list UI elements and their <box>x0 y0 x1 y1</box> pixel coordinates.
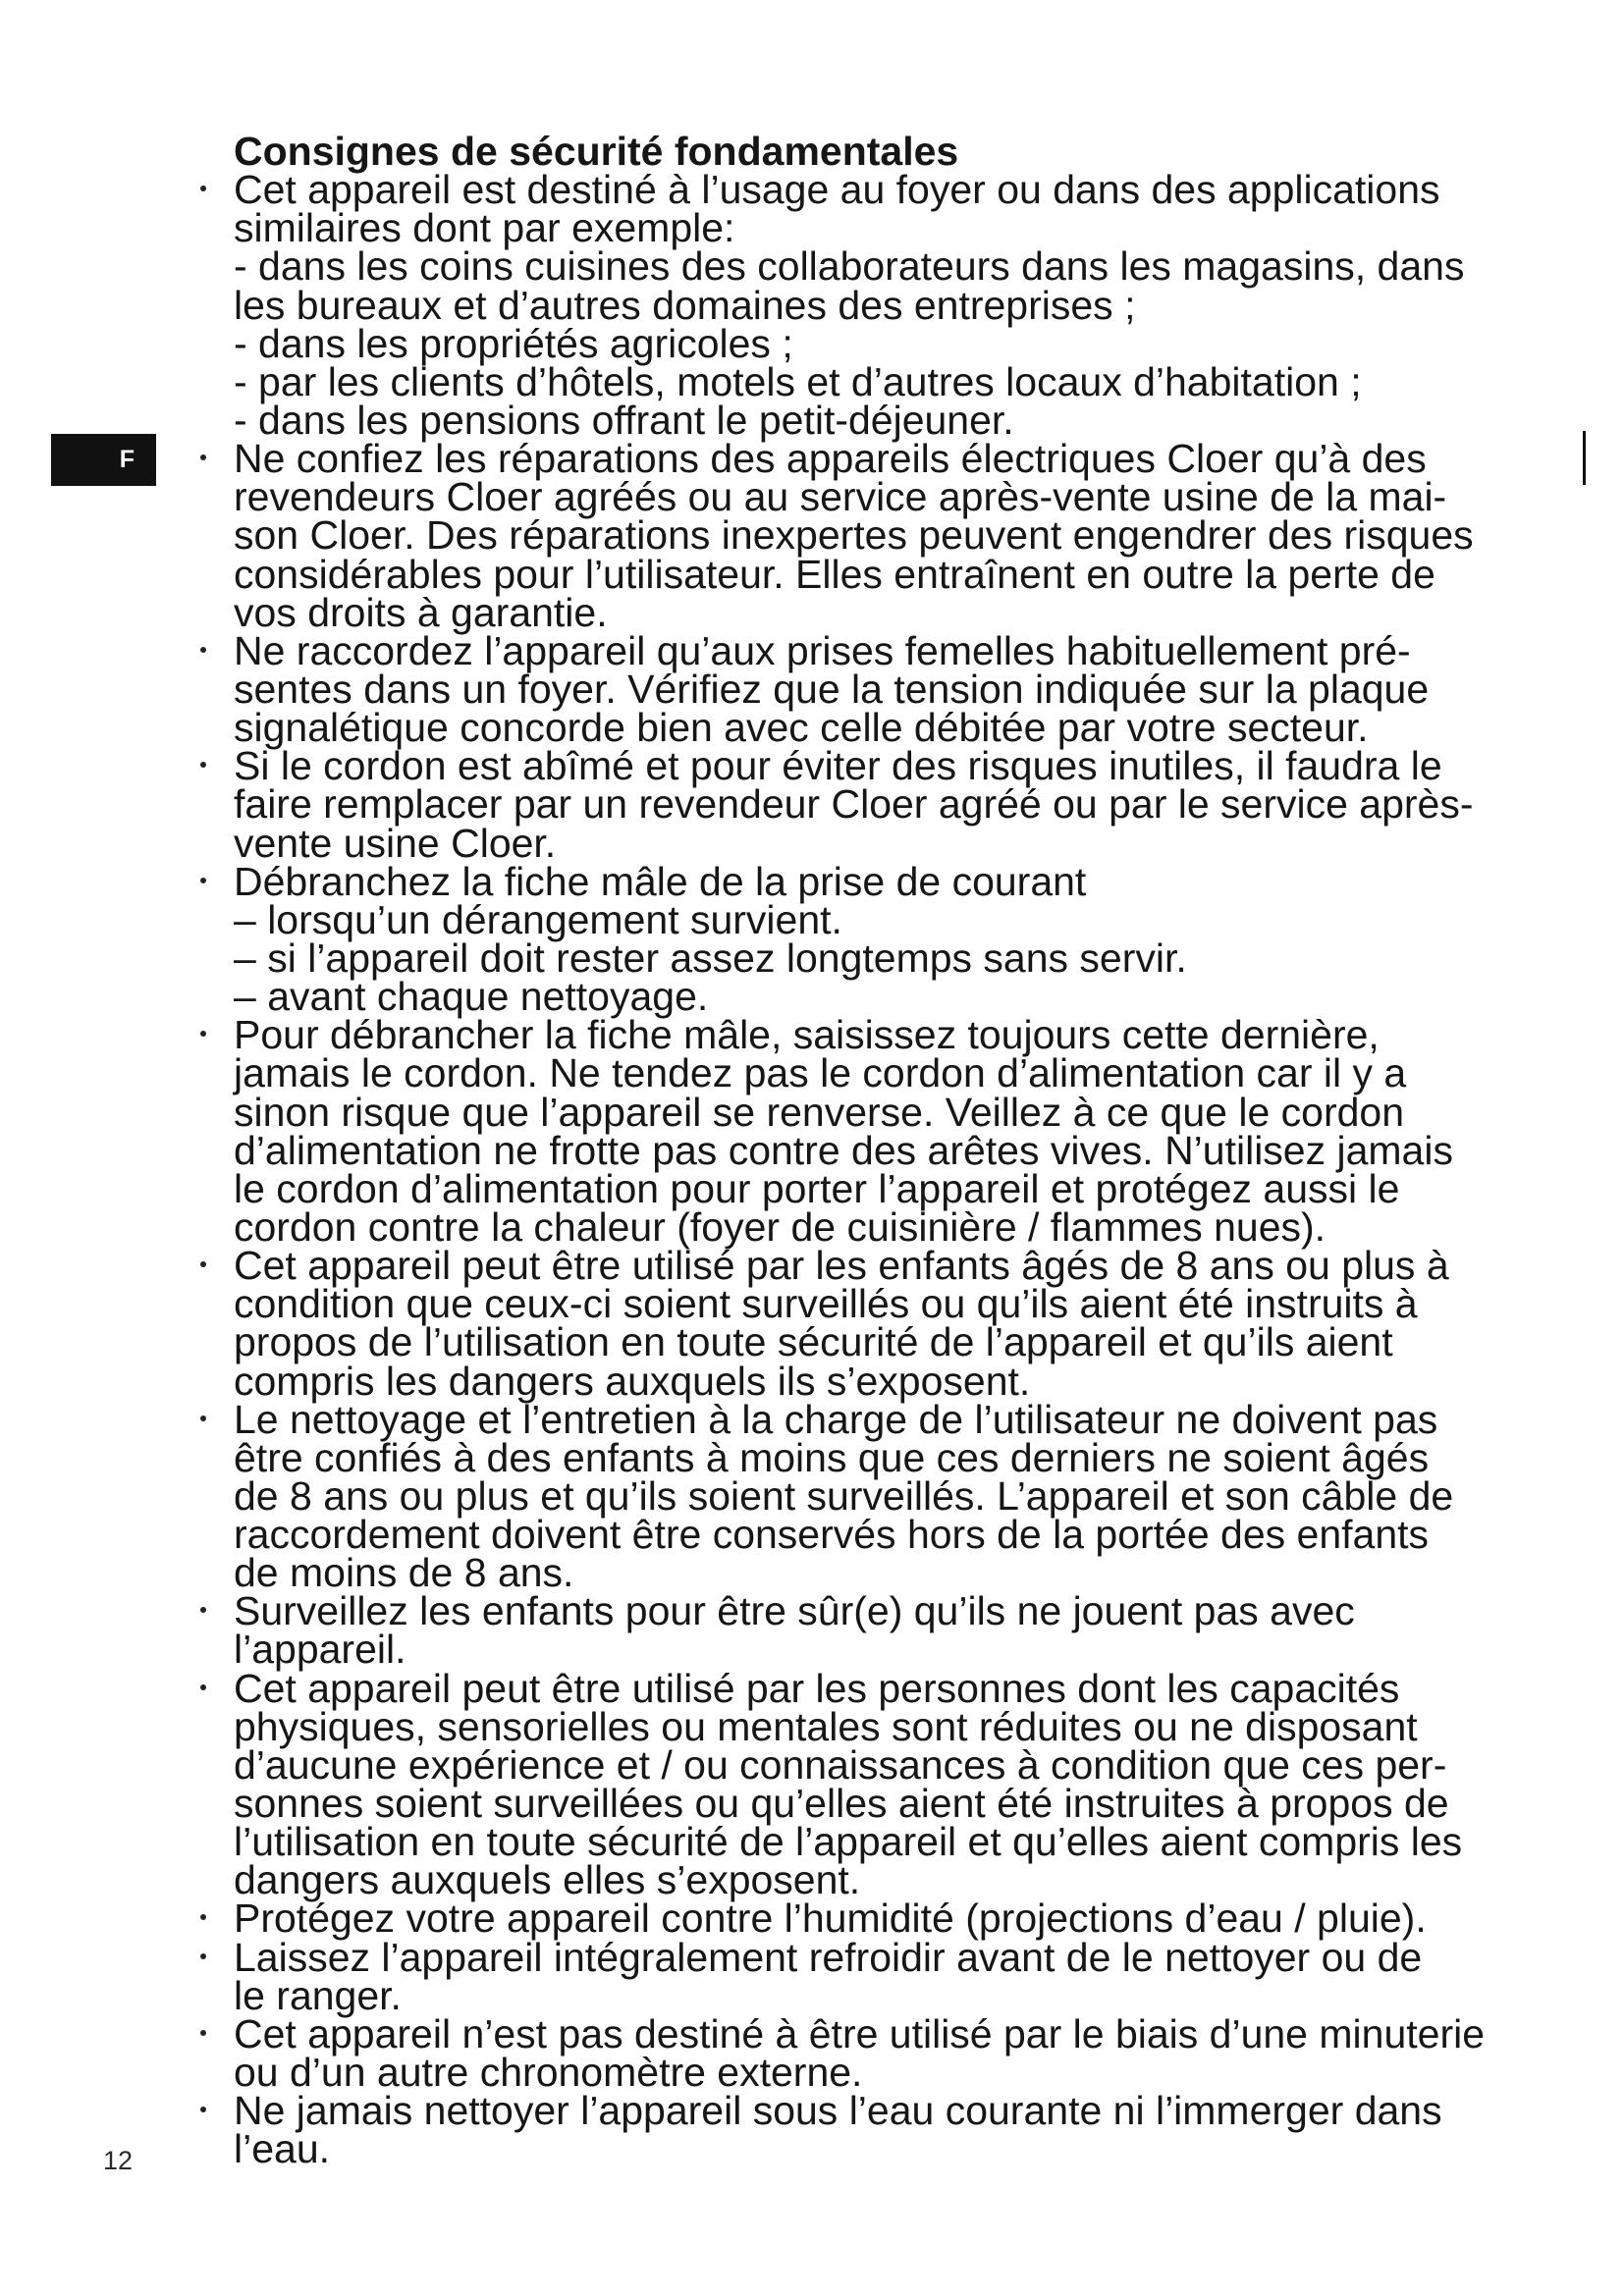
text-line: sentes dans un foyer. Vérifiez que la tension indiquée sur la plaque <box>234 666 1430 712</box>
bullet-marker <box>200 1684 206 1690</box>
text-line: vos droits à garantie. <box>234 589 608 635</box>
safety-item <box>234 858 1569 1020</box>
safety-item <box>234 1243 1569 1404</box>
safety-item <box>234 436 1569 635</box>
text-line: Le nettoyage et l’entretien à la charge de l’utilisateur ne doivent pas <box>234 1396 1438 1442</box>
bullet-marker <box>200 878 206 883</box>
margin-bar <box>1583 431 1586 485</box>
text-line: considérables pour l’utilisateur. Elles entraînent en outre la perte de <box>234 551 1435 597</box>
text-line: – si l’appareil doit rester assez longtemps sans servir. <box>234 934 1187 981</box>
section-heading: Consignes de sécurité fondamentales <box>234 129 959 174</box>
text-line: Surveillez les enfants pour être sûr(e) qu’ils ne jouent pas avec <box>234 1588 1355 1634</box>
text-line: vente usine Cloer. <box>234 820 557 866</box>
bullet-marker <box>200 186 206 191</box>
safety-item <box>234 627 1569 751</box>
text-line: physiques, sensorielles ou mentales sont réduites ou ne disposant <box>234 1703 1418 1749</box>
text-line: condition que ceux-ci soient surveillés ou qu’ils aient été instruits à <box>234 1281 1418 1327</box>
text-line: Débranchez la fiche mâle de la prise de courant <box>234 858 1087 904</box>
safety-item <box>234 1934 1569 2018</box>
bullet-marker <box>200 2107 206 2112</box>
bullet-marker <box>200 454 206 460</box>
bullet-marker <box>200 2030 206 2036</box>
text-line: Cet appareil n’est pas destiné à être utilisé par le biais d’une minuterie <box>234 2010 1486 2056</box>
safety-item <box>234 743 1569 866</box>
safety-item <box>234 1665 1569 1903</box>
text-line: cordon contre la chaleur (foyer de cuisinière / flammes nues). <box>234 1203 1326 1250</box>
text-line: - par les clients d’hôtels, motels et d’autres locaux d’habitation ; <box>234 358 1362 404</box>
text-line: l’utilisation en toute sécurité de l’appareil et qu’elles aient compris les <box>234 1819 1463 1865</box>
text-line: Si le cordon est abîmé et pour éviter des risques inutiles, il faudra le <box>234 743 1442 789</box>
text-line: signalétique concorde bien avec celle débitée par votre secteur. <box>234 705 1369 751</box>
text-line: d’alimentation ne frotte pas contre des arêtes vives. N’utilisez jamais <box>234 1127 1453 1173</box>
text-line: son Cloer. Des réparations inexpertes peuvent engendrer des risques <box>234 512 1474 559</box>
text-line: propos de l’utilisation en toute sécurité de l’appareil et qu’ils aient <box>234 1319 1393 1365</box>
text-line: similaires dont par exemple: <box>234 205 735 251</box>
safety-item <box>234 2088 1569 2172</box>
text-line: compris les dangers auxquels ils s’exposent. <box>234 1358 1031 1404</box>
text-line: sonnes soient surveillées ou qu’elles aient été instruites à propos de <box>234 1781 1449 1827</box>
text-line: raccordement doivent être conservés hors de la portée des enfants <box>234 1512 1430 1558</box>
text-line: - dans les propriétés agricoles ; <box>234 320 793 366</box>
bullet-marker <box>200 1415 206 1421</box>
text-line: ou d’un autre chronomètre externe. <box>234 2050 863 2096</box>
safety-item <box>234 1896 1569 1942</box>
safety-item <box>234 2010 1569 2096</box>
safety-item <box>234 1396 1569 1596</box>
bullet-marker <box>200 647 206 653</box>
bullet-marker <box>200 1953 206 1959</box>
text-line: les bureaux et d’autres domaines des entreprises ; <box>234 282 1136 328</box>
text-line: le ranger. <box>234 1972 402 2018</box>
language-tab <box>51 434 156 486</box>
safety-item <box>234 1588 1569 1673</box>
bullet-marker <box>200 762 206 768</box>
text-line: Ne jamais nettoyer l’appareil sous l’eau courante ni l’immerger dans <box>234 2088 1442 2134</box>
language-tab-label: F <box>119 446 135 473</box>
text-line: Laissez l’appareil intégralement refroidir avant de le nettoyer ou de <box>234 1934 1423 1980</box>
text-line: être confiés à des enfants à moins que ces derniers ne soient âgés <box>234 1434 1430 1480</box>
text-line: - dans les pensions offrant le petit-déjeuner. <box>234 397 1014 443</box>
page-number: 12 <box>103 2146 134 2175</box>
page-content <box>234 129 1569 2172</box>
text-line: Cet appareil peut être utilisé par les enfants âgés de 8 ans ou plus à <box>234 1243 1449 1289</box>
text-line: dangers auxquels elles s’exposent. <box>234 1857 861 1903</box>
text-line: – avant chaque nettoyage. <box>234 974 709 1020</box>
text-line: revendeurs Cloer agréés ou au service après-vente usine de la mai- <box>234 474 1447 520</box>
text-line: de moins de 8 ans. <box>234 1550 574 1596</box>
text-line: faire remplacer par un revendeur Cloer agréé ou par le service après- <box>234 781 1474 828</box>
text-line: l’appareil. <box>234 1627 406 1673</box>
text-line: Ne raccordez l’appareil qu’aux prises femelles habituellement pré- <box>234 627 1411 673</box>
safety-item <box>234 167 1569 443</box>
bullet-marker <box>200 1607 206 1613</box>
text-line: Pour débrancher la fiche mâle, saisissez toujours cette dernière, <box>234 1012 1380 1058</box>
text-line: le cordon d’alimentation pour porter l’appareil et protégez aussi le <box>234 1165 1400 1211</box>
text-line: Ne confiez les réparations des appareils électriques Cloer qu’à des <box>234 436 1427 482</box>
bullet-marker <box>200 1914 206 1920</box>
safety-item <box>234 1012 1569 1250</box>
text-line: l’eau. <box>234 2126 331 2172</box>
text-line: jamais le cordon. Ne tendez pas le cordon d’alimentation car il y a <box>234 1050 1407 1096</box>
bullet-marker <box>200 1261 206 1267</box>
text-line: Cet appareil peut être utilisé par les personnes dont les capacités <box>234 1665 1400 1711</box>
text-line: Cet appareil est destiné à l’usage au foyer ou dans des applications <box>234 167 1440 213</box>
text-line: de 8 ans ou plus et qu’ils soient surveillés. L’appareil et son câble de <box>234 1472 1454 1519</box>
text-line: – lorsqu’un dérangement survient. <box>234 896 842 942</box>
text-line: - dans les coins cuisines des collaborateurs dans les magasins, dans <box>234 243 1465 290</box>
safety-list <box>234 167 1569 2172</box>
text-line: Protégez votre appareil contre l’humidité (projections d’eau / pluie). <box>234 1896 1427 1942</box>
text-line: sinon risque que l’appareil se renverse. Veillez à ce que le cordon <box>234 1089 1405 1135</box>
text-line: d’aucune expérience et / ou connaissances à condition que ces per- <box>234 1741 1447 1788</box>
bullet-marker <box>200 1031 206 1037</box>
